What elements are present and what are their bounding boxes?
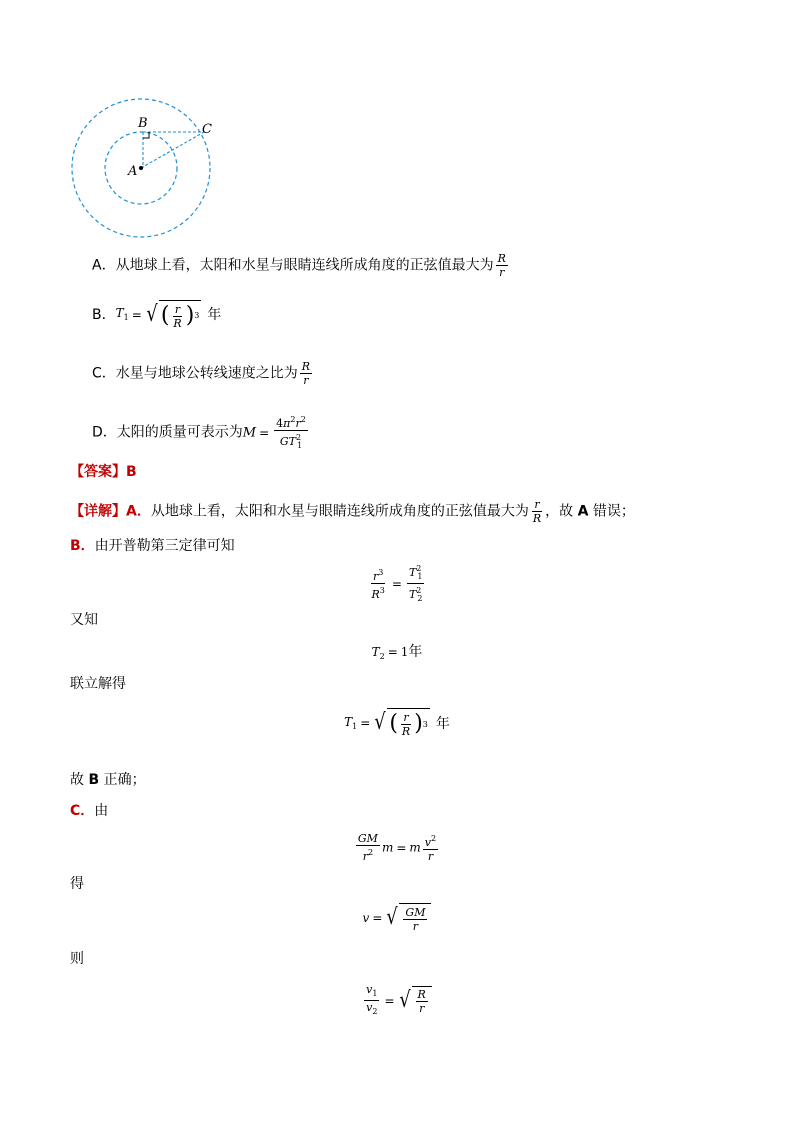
r-sup: 2 [368,848,374,857]
den-g: G [279,435,289,448]
frac-num [423,832,438,850]
also-know-line: 又知 [70,612,98,628]
b-conclusion-line [70,770,146,790]
m-symbol: M [242,425,257,441]
paren-right: ) [185,303,195,328]
frac-den: R [532,512,542,525]
b-conc-bold: B [88,772,100,788]
frac-den: r [499,266,505,279]
frac-num: r [534,498,540,511]
t-sub: 1 [352,722,358,731]
frac-num: R [497,252,506,265]
t2-sup: 2 [416,586,422,595]
option-b-lhs [116,303,129,328]
frac-num: R [417,988,426,1001]
label-b: B [138,116,148,131]
frac-num: r [174,302,181,316]
option-c-text: 水星与地球公转线速度之比为 [115,365,298,382]
detail-c-text: 由 [94,803,109,819]
option-c [92,360,314,387]
frac-den [370,584,387,601]
eq6-sqrt [398,986,432,1016]
b-conc-1: 故 [70,772,89,788]
detail-a-suffix-bold: A [577,503,589,520]
eq3-unit: 年 [435,716,450,732]
v-sup: 2 [431,834,437,843]
detail-a-fraction [531,498,543,525]
option-c-prefix: C． [92,365,116,382]
t-sub: 1 [123,312,129,322]
t2: T [408,588,417,601]
eq5-v: v [362,911,370,925]
den-t-sup: 2 [295,433,302,442]
eq4-left [356,832,380,863]
sqrt-fraction [416,988,428,1015]
radical-sign: √ [374,710,386,735]
equation-3 [0,708,794,738]
R: R [371,588,380,601]
answer-label: 【答案】 [70,464,126,480]
num-4: 4 [276,417,284,430]
eq6-left [364,983,379,1018]
equals: = [391,576,402,591]
b-conc-2: 正确； [99,772,146,788]
paren-left: ( [160,303,170,328]
radical-sign: √ [146,302,158,327]
v1-sub: 1 [372,989,378,998]
sqrt-body [159,300,202,330]
label-c: C [202,122,212,137]
detail-b-prefix: B． [70,538,95,554]
option-d-text: 太阳的质量可表示为 [116,424,243,441]
label-a: A [128,164,138,179]
equals: = [360,716,371,730]
equation-4 [0,832,794,863]
detail-b-line [70,536,235,556]
frac-den: r [303,374,309,387]
frac-den: R [173,316,182,330]
eq1-right [407,562,425,605]
detail-a-text: 从地球上看，太阳和水星与眼睛连线所成角度的正弦值最大为 [150,503,529,520]
v2-sub: 2 [372,1007,378,1016]
v: v [424,836,432,849]
equals: = [384,993,395,1008]
t1-sub: 1 [417,572,423,581]
frac-den: r [412,919,419,933]
r-sup: 3 [378,568,384,577]
frac-num [371,566,385,584]
v2: v [366,1001,373,1014]
detail-b-text: 由开普勒第三定律可知 [94,538,235,554]
radical-sign: √ [398,987,411,1013]
eq1-left [370,566,387,601]
t1-sup: 2 [416,564,422,573]
detail-a-suffix-1: ，故 [545,503,578,520]
eq5-sqrt [385,903,431,933]
frac-num: GM [357,832,378,845]
radical-sign: √ [386,905,399,930]
t: T [371,645,380,659]
equation-6 [0,983,794,1018]
answer-line [70,462,137,482]
num-r-sup: 2 [300,415,306,424]
frac-num [364,983,379,1001]
num-r: r [295,417,301,430]
eq4-m2: m [409,840,421,855]
frac-den [361,846,375,863]
equation-2 [0,641,794,661]
sqrt-fraction [403,906,427,933]
frac-num: GM [405,905,426,919]
option-a-fraction [496,252,508,279]
R-sup: 3 [379,586,385,595]
frac-den [278,431,304,452]
line-ac [141,132,204,168]
r: r [362,850,368,863]
t2-sub: 2 [417,594,423,603]
answer-value: B [126,464,137,480]
t-symbol: T [115,305,124,320]
num-pi-sup: 2 [290,415,296,424]
option-b-unit: 年 [207,307,222,323]
num-pi: π [283,417,291,430]
frac-num: r [403,710,409,724]
solve-line: 联立解得 [70,676,126,692]
frac-den [407,584,425,605]
frac-num: R [301,360,311,373]
sqrt-body [399,903,431,933]
get-line: 得 [70,876,84,892]
orbit-diagram [70,96,220,246]
equals: = [387,645,398,659]
sqrt-body [412,986,432,1016]
den-t-sub: 1 [297,441,303,450]
sqrt-fraction [171,303,183,330]
r: r [373,570,379,583]
den-t: T [288,435,296,448]
then-line: 则 [70,951,84,967]
detail-a-suffix-2: 错误； [588,503,635,520]
eq2-value: 1 [400,645,409,659]
option-b-sqrt [145,300,202,330]
eq2-t [372,645,385,659]
detail-a-line [70,498,635,525]
equals: = [372,911,383,925]
detail-c-prefix: C． [70,803,95,819]
option-a [92,252,510,279]
frac-den: r [419,1002,425,1015]
point-a [139,166,143,170]
equation-5 [0,903,794,933]
option-a-prefix: A． [92,257,116,274]
sqrt-fraction [400,711,412,738]
option-b [92,300,221,330]
option-d-prefix: D． [92,424,117,441]
equals: = [396,840,407,855]
frac-num [274,413,308,431]
frac-den: R [401,724,411,738]
sqrt-body [387,708,430,738]
t-sub: 2 [379,652,385,661]
t1: T [408,566,417,579]
option-d [92,413,310,452]
eq4-m: m [381,840,394,855]
power: 3 [422,719,428,729]
t: T [344,715,353,729]
option-b-prefix: B． [92,307,116,323]
v1: v [366,983,373,996]
eq3-t [344,715,357,731]
frac-den: r [427,850,434,863]
equation-1 [0,562,794,605]
eq3-sqrt [373,708,430,738]
eq4-right [423,832,438,863]
detail-label: 【详解】 [70,503,126,520]
equals: = [259,425,270,440]
frac-num [407,562,425,584]
frac-den [364,1001,379,1018]
paren-left: ( [389,711,398,736]
option-a-text: 从地球上看，太阳和水星与眼睛连线所成角度的正弦值最大为 [115,257,494,274]
detail-a-prefix: A． [126,503,151,520]
equals: = [131,308,142,322]
power: 3 [194,311,200,320]
eq2-unit: 年 [408,644,423,660]
paren-right: ) [414,711,423,736]
option-c-fraction [300,360,312,387]
option-d-fraction [274,413,308,452]
detail-c-line [70,801,108,821]
